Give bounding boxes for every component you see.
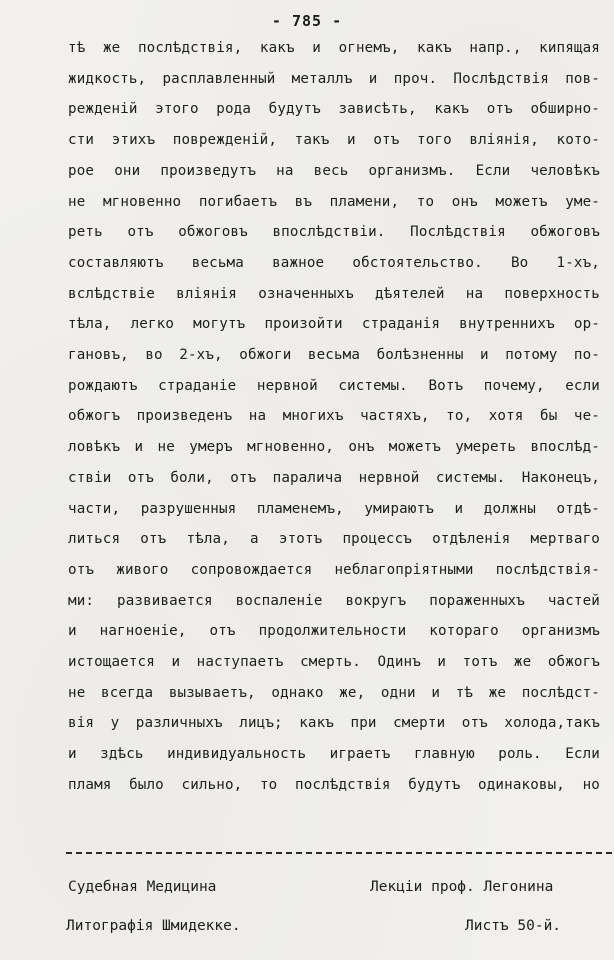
text-line: гановъ, во 2-хъ, обжоги весьма болѣзненны и потому по-: [68, 347, 600, 363]
text-line: обжогъ произведенъ на многихъ частяхъ, то, хотя бы че-: [68, 408, 600, 425]
text-line: ловѣкъ и не умеръ мгновенно, онъ можетъ умереть впослѣд-: [68, 439, 600, 456]
text-line: тѣ же послѣдствія, какъ и огнемъ, какъ напр., кипящая: [68, 40, 600, 56]
text-line: и здѣсь индивидуальность играетъ главную роль. Если: [68, 746, 600, 763]
text-line: вія у различныхъ лицъ; какъ при смерти отъ холода,такъ: [68, 715, 600, 732]
text-line: не всегда вызываетъ, однако же, одни и тѣ же послѣдст-: [68, 684, 600, 701]
footer-divider: [66, 852, 612, 854]
footer-course-title: Судебная Медицина: [68, 879, 217, 895]
text-line: тѣла, легко могутъ произойти страданія внутреннихъ ор-: [68, 316, 600, 333]
text-line: жидкость, расплавленный металлъ и проч. Послѣдствія пов-: [68, 70, 600, 87]
text-line: литься отъ тѣла, а этотъ процессъ отдѣленія мертваго: [68, 531, 600, 548]
text-line: истощается и наступаетъ смерть. Одинъ и тотъ же обжогъ: [68, 654, 600, 670]
text-line: рождаютъ страданіе нервной системы. Вотъ почему, если: [68, 377, 600, 394]
text-line: ми: развивается воспаленіе вокругъ пораженныхъ частей: [68, 592, 600, 609]
text-line: ствіи отъ боли, отъ паралича нервной системы. Наконецъ,: [68, 469, 600, 486]
text-line: составляютъ весьма важное обстоятельство. Во 1-хъ,: [68, 254, 600, 271]
footer-sheet-number: Листъ 50-й.: [465, 918, 562, 934]
footer-printer: Литографія Шмидекке.: [66, 918, 241, 934]
footer-lecturer: Лекціи проф. Легонина: [370, 879, 554, 895]
text-line: режденій этого рода будутъ зависѣть, какъ отъ обширно-: [68, 101, 600, 118]
text-line: и нагноеніе, отъ продолжительности котораго организмъ: [68, 623, 600, 640]
text-line: сти этихъ поврежденій, такъ и отъ того вліянія, кото-: [68, 132, 600, 149]
page-number: - 785 -: [271, 12, 343, 30]
text-line: вслѣдствіе вліянія означенныхъ дѣятелей на поверхность: [68, 285, 600, 302]
text-line: реть отъ обжоговъ впослѣдствіи. Послѣдствія обжоговъ: [68, 224, 600, 241]
text-line: рое они произведутъ на весь организмъ. Если человѣкъ: [68, 162, 600, 179]
text-line: части, разрушенныя пламенемъ, умираютъ и должны отдѣ-: [68, 500, 600, 517]
text-line: не мгновенно погибаетъ въ пламени, то онъ можетъ уме-: [68, 193, 600, 210]
text-line: пламя было сильно, то послѣдствія будутъ одинаковы, но: [68, 776, 600, 793]
text-line: отъ живого сопровождается неблагопріятными послѣдствія-: [68, 561, 600, 578]
